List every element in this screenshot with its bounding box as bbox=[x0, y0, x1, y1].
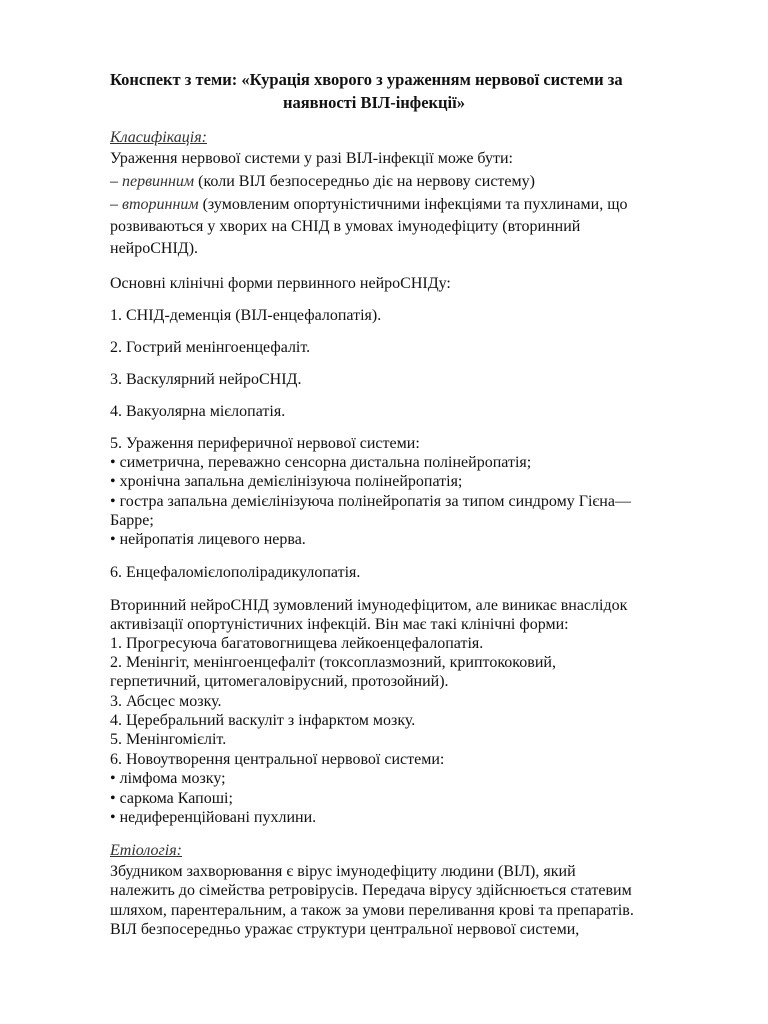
etiology-line-4: ВІЛ безпосередньо уражає структури центральної нервової системи, bbox=[110, 921, 580, 938]
primary-form-item-4: 4. Вакуолярна мієлопатія. bbox=[110, 403, 286, 420]
secondary-form-sub-3: • недиференційовані пухлини. bbox=[110, 809, 317, 826]
primary-form-sub-2: • хронічна запальна демієлінізуюча полінейропатія; bbox=[110, 473, 463, 490]
secondary-form-item-1: 1. Прогресуюча багатовогнищева лейкоенцефалопатія. bbox=[110, 635, 484, 652]
etiology-line-3: шляхом, парентеральним, а також за умови переливання крові та препаратів. bbox=[110, 902, 634, 919]
classification-secondary-line-3: нейроСНІД). bbox=[110, 240, 199, 257]
classification-intro: Ураження нервової системи у разі ВІЛ-інфекції може бути: bbox=[110, 150, 513, 167]
primary-form-item-6: 6. Енцефаломієлополірадикулопатія. bbox=[110, 564, 361, 581]
primary-term: первинним bbox=[122, 173, 195, 190]
secondary-form-item-2b: герпетичний, цитомегаловірусний, протозойний). bbox=[110, 673, 449, 690]
primary-text: (коли ВІЛ безпосередньо діє на нервову систему) bbox=[194, 173, 535, 190]
classification-secondary-line-2: розвиваються у хворих на СНІД в умовах імунодефіциту (вторинний bbox=[110, 218, 581, 235]
secondary-intro-line-2: активізації опортуністичних інфекцій. Він має такі клінічні форми: bbox=[110, 616, 569, 633]
secondary-form-sub-1: • лімфома мозку; bbox=[110, 770, 226, 787]
primary-form-sub-1: • симетрична, переважно сенсорна дистальна полінейропатія; bbox=[110, 454, 532, 471]
secondary-form-item-5: 5. Менінгомієліт. bbox=[110, 731, 227, 748]
primary-form-item-2: 2. Гострий менінгоенцефаліт. bbox=[110, 339, 311, 356]
secondary-form-item-2: 2. Менінгіт, менінгоенцефаліт (токсоплазмозний, криптококовий, bbox=[110, 654, 556, 671]
primary-form-item-1: 1. СНІД-деменція (ВІЛ-енцефалопатія). bbox=[110, 307, 382, 324]
secondary-form-sub-2: • саркома Капоші; bbox=[110, 790, 233, 807]
secondary-form-item-3: 3. Абсцес мозку. bbox=[110, 693, 222, 710]
primary-form-sub-3: • гостра запальна демієлінізуюча полінейропатія за типом синдрому Гієна— bbox=[110, 493, 631, 510]
etiology-line-1: Збудником захворювання є вірус імунодефіциту людини (ВІЛ), який bbox=[110, 863, 576, 880]
secondary-form-item-6: 6. Новоутворення центральної нервової системи: bbox=[110, 751, 445, 768]
etiology-line-2: належить до сімейства ретровірусів. Передача вірусу здійснюється статевим bbox=[110, 882, 632, 899]
classification-heading: Класифікація: bbox=[110, 129, 207, 146]
primary-form-item-3: 3. Васкулярний нейроСНІД. bbox=[110, 371, 302, 388]
secondary-term: вторинним bbox=[122, 196, 199, 213]
title-line-1: Конспект з теми: «Курація хворого з ураженням нервової системи за bbox=[110, 70, 623, 89]
secondary-form-item-4: 4. Церебральний васкуліт з інфарктом мозку. bbox=[110, 712, 416, 729]
secondary-text: (зумовленим опортуністичними інфекціями та пухлинами, що bbox=[198, 196, 628, 213]
etiology-heading: Етіологія: bbox=[110, 842, 182, 859]
title-line-2: наявності ВІЛ-інфекції» bbox=[283, 93, 465, 112]
classification-primary bbox=[110, 172, 535, 191]
dash: – bbox=[110, 173, 122, 190]
primary-form-sub-3b: Барре; bbox=[110, 512, 154, 529]
primary-form-sub-4: • нейропатія лицевого нерва. bbox=[110, 531, 306, 548]
secondary-intro-line-1: Вторинний нейроСНІД зумовлений імунодефіцитом, але виникає внаслідок bbox=[110, 597, 628, 614]
primary-form-item-5: 5. Ураження периферичної нервової системи: bbox=[110, 435, 420, 452]
dash: – bbox=[110, 196, 122, 213]
classification-secondary bbox=[110, 195, 628, 214]
primary-forms-heading: Основні клінічні форми первинного нейроСНІДу: bbox=[110, 275, 451, 292]
